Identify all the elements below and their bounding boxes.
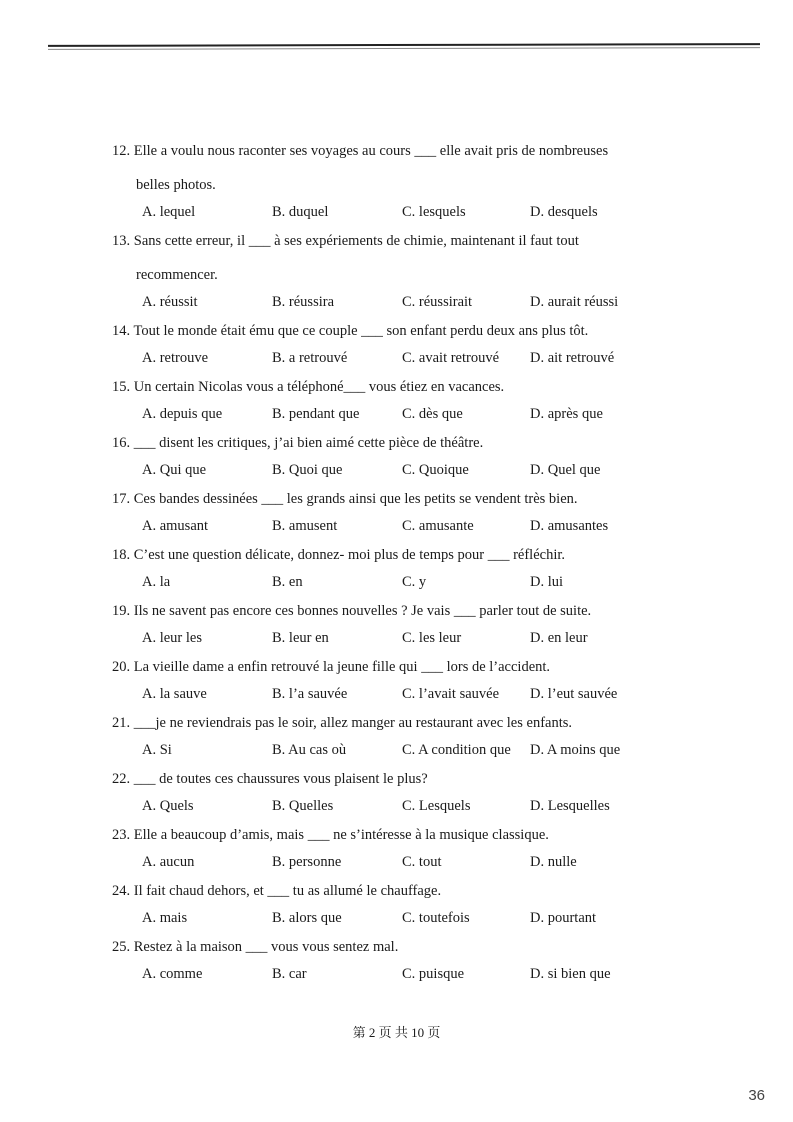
question-stem: 16. ___ disent les critiques, j’ai bien aimé cette pièce de théâtre. xyxy=(112,435,484,451)
option-d: D. nulle xyxy=(530,854,577,870)
question xyxy=(112,320,652,372)
option-b: B. personne xyxy=(272,854,342,870)
question xyxy=(112,488,652,540)
option-d: D. si bien que xyxy=(530,966,611,982)
question xyxy=(112,880,652,932)
question xyxy=(112,376,652,428)
options-row xyxy=(112,196,652,226)
option-c: C. avait retrouvé xyxy=(402,350,500,366)
option-c: C. puisque xyxy=(402,966,465,982)
option-c: C. Lesquels xyxy=(402,798,471,814)
question xyxy=(112,600,652,652)
option-b: B. alors que xyxy=(272,910,342,926)
option-d: D. Lesquelles xyxy=(530,798,610,814)
options-row xyxy=(112,398,652,428)
question-stem: 25. Restez à la maison ___ vous vous sentez mal. xyxy=(112,939,399,955)
option-a: A. retrouve xyxy=(142,350,209,366)
option-c: C. A condition que xyxy=(402,742,511,758)
option-a: A. lequel xyxy=(142,204,196,220)
option-d: D. pourtant xyxy=(530,910,597,926)
option-d: D. aurait réussi xyxy=(530,294,619,310)
question xyxy=(112,824,652,876)
option-c: C. tout xyxy=(402,854,442,870)
option-d: D. après que xyxy=(530,406,603,422)
question-stem-continuation: belles photos. xyxy=(136,177,216,193)
option-a: A. Si xyxy=(142,742,172,758)
option-c: C. toutefois xyxy=(402,910,470,926)
option-a: A. comme xyxy=(142,966,203,982)
options-row xyxy=(112,958,652,988)
option-a: A. la xyxy=(142,574,171,590)
question xyxy=(112,432,652,484)
question-stem: 14. Tout le monde était ému que ce couple ___ son enfant perdu deux ans plus tôt. xyxy=(112,323,589,339)
question-stem: 23. Elle a beaucoup d’amis, mais ___ ne s’intéresse à la musique classique. xyxy=(112,827,549,843)
option-c: C. l’avait sauvée xyxy=(402,686,500,702)
option-d: D. l’eut sauvée xyxy=(530,686,618,702)
options-row xyxy=(112,790,652,820)
option-d: D. ait retrouvé xyxy=(530,350,615,366)
question xyxy=(112,656,652,708)
option-a: A. mais xyxy=(142,910,188,926)
options-row xyxy=(112,902,652,932)
option-c: C. Quoique xyxy=(402,462,469,478)
options-row xyxy=(112,846,652,876)
options-row xyxy=(112,566,652,596)
question-stem: 17. Ces bandes dessinées ___ les grands ainsi que les petits se vendent très bien. xyxy=(112,491,578,507)
question-stem: 18. C’est une question délicate, donnez- moi plus de temps pour ___ réfléchir. xyxy=(112,547,566,563)
option-a: A. Qui que xyxy=(142,462,207,478)
option-d: D. lui xyxy=(530,574,564,590)
options-row xyxy=(112,286,652,316)
option-b: B. Au cas où xyxy=(272,742,347,758)
question-stem: 19. Ils ne savent pas encore ces bonnes nouvelles ? Je vais ___ parler tout de suite. xyxy=(112,603,592,619)
option-c: C. amusante xyxy=(402,518,474,534)
option-d: D. amusantes xyxy=(530,518,609,534)
question-stem: 21. ___je ne reviendrais pas le soir, allez manger au restaurant avec les enfants. xyxy=(112,715,573,731)
question-stem: 22. ___ de toutes ces chaussures vous plaisent le plus? xyxy=(112,771,428,787)
option-b: B. réussira xyxy=(272,294,335,310)
question-stem: 15. Un certain Nicolas vous a téléphoné___ vous étiez en vacances. xyxy=(112,379,505,395)
option-b: B. l’a sauvée xyxy=(272,686,348,702)
question xyxy=(112,544,652,596)
header-rule-thin xyxy=(48,47,760,50)
page-footer: 第 2 页 共 10 页 xyxy=(352,1025,441,1040)
option-d: D. en leur xyxy=(530,630,588,646)
question xyxy=(112,768,652,820)
option-a: A. la sauve xyxy=(142,686,207,702)
option-b: B. en xyxy=(272,574,303,590)
option-b: B. Quoi que xyxy=(272,462,343,478)
options-row xyxy=(112,342,652,372)
option-a: A. depuis que xyxy=(142,406,223,422)
option-a: A. amusant xyxy=(142,518,209,534)
options-row xyxy=(112,510,652,540)
question-list xyxy=(112,140,652,992)
option-a: A. leur les xyxy=(142,630,202,646)
option-b: B. Quelles xyxy=(272,798,334,814)
option-c: C. y xyxy=(402,574,427,590)
option-a: A. réussit xyxy=(142,294,198,310)
option-d: D. Quel que xyxy=(530,462,601,478)
option-c: C. dès que xyxy=(402,406,463,422)
question xyxy=(112,230,652,316)
option-b: B. a retrouvé xyxy=(272,350,348,366)
option-c: C. lesquels xyxy=(402,204,466,220)
header-rule xyxy=(48,43,760,47)
option-a: A. aucun xyxy=(142,854,195,870)
question-stem-continuation: recommencer. xyxy=(136,267,218,283)
options-row xyxy=(112,734,652,764)
options-row xyxy=(112,678,652,708)
option-c: C. les leur xyxy=(402,630,462,646)
question-stem: 13. Sans cette erreur, il ___ à ses expériements de chimie, maintenant il faut tout xyxy=(112,233,579,249)
option-b: B. duquel xyxy=(272,204,329,220)
question xyxy=(112,140,652,226)
question xyxy=(112,712,652,764)
option-b: B. car xyxy=(272,966,307,982)
question-stem: 20. La vieille dame a enfin retrouvé la jeune fille qui ___ lors de l’accident. xyxy=(112,659,551,675)
option-b: B. amusent xyxy=(272,518,338,534)
option-d: D. A moins que xyxy=(530,742,621,758)
option-a: A. Quels xyxy=(142,798,194,814)
options-row xyxy=(112,622,652,652)
question xyxy=(112,936,652,988)
option-b: B. leur en xyxy=(272,630,329,646)
option-b: B. pendant que xyxy=(272,406,360,422)
option-c: C. réussirait xyxy=(402,294,473,310)
question-stem: 12. Elle a voulu nous raconter ses voyages au cours ___ elle avait pris de nombreuses xyxy=(112,143,609,159)
question-stem: 24. Il fait chaud dehors, et ___ tu as allumé le chauffage. xyxy=(112,883,442,899)
option-d: D. desquels xyxy=(530,204,598,220)
page-number: 36 xyxy=(748,1087,765,1104)
options-row xyxy=(112,454,652,484)
